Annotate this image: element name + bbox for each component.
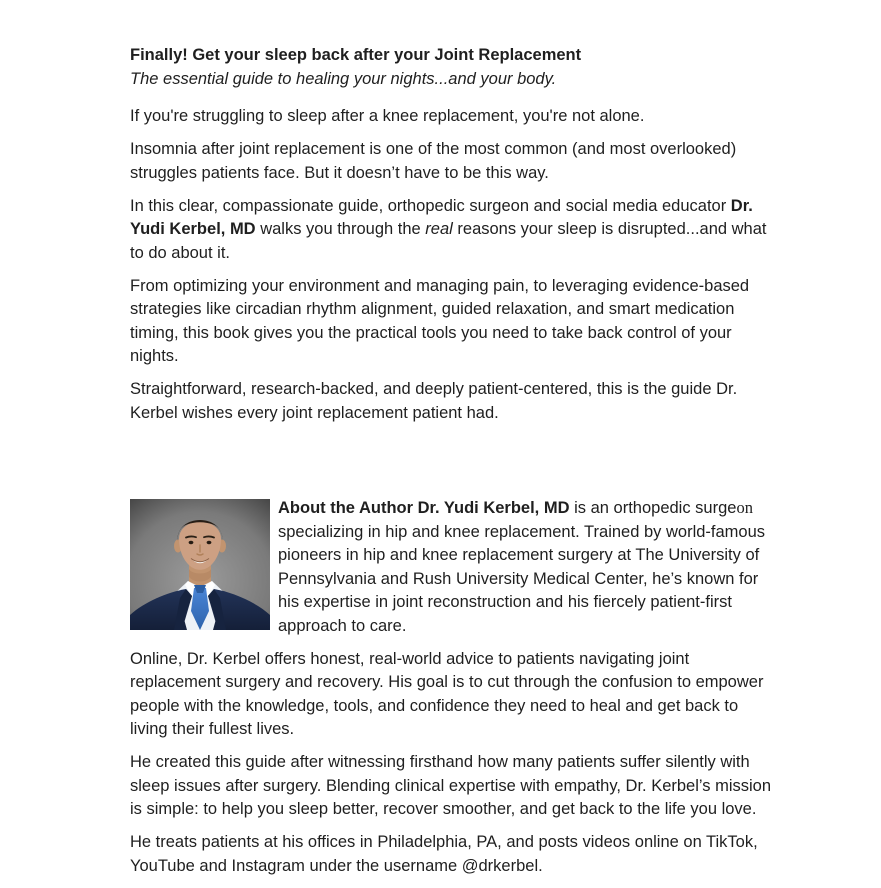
paragraph-insomnia: Insomnia after joint replacement is one of the most common (and most overlooked) struggles patients face. But it doesn’t have to be this way. — [130, 140, 737, 182]
paragraph-hook: If you're struggling to sleep after a knee replacement, you're not alone. — [130, 107, 645, 125]
paragraph-guide-intro: In this clear, compassionate guide, orthopedic surgeon and social media educator Dr. Yudi Kerbel, MD walks you through the real reasons your sleep is disrupted...and what to do about it. — [130, 196, 767, 262]
paragraph-online-presence: Online, Dr. Kerbel offers honest, real-world advice to patients navigating joint replacement surgery and recovery. His goal is to cut through the confusion to empower people with the knowledge, tools, and confidence they need to heal and get back to living their fullest lives. — [130, 649, 764, 738]
author-photo — [130, 499, 270, 630]
book-description-page — [130, 44, 779, 888]
paragraph-strategies: From optimizing your environment and managing pain, to leveraging evidence-based strategies like circadian rhythm alignment, guided relaxation, and smart medication timing, this book gives you the practical tools you need to take back control of your nights. — [130, 276, 750, 365]
about-author-section — [130, 496, 779, 878]
author-headshot-image — [130, 499, 270, 630]
paragraph-summary: Straightforward, research-backed, and deeply patient-centered, this is the guide Dr. Kerbel wishes every joint replacement patient had. — [130, 380, 738, 422]
book-title: Finally! Get your sleep back after your Joint Replacement — [130, 46, 582, 64]
paragraph-practice-socials: He treats patients at his offices in Philadelphia, PA, and posts videos online on TikTok, YouTube and Instagram under the username @drkerbel. — [130, 833, 758, 875]
about-author-paragraph: About the Author Dr. Yudi Kerbel, MD is an orthopedic surgeon specializing in hip and knee replacement. Trained by world-famous pioneers in hip and knee replacement surgery at The University of Pennsylvania and Rush University Medical Center, he’s known for his expertise in joint reconstruction and his fiercely patient-first approach to care. — [278, 498, 766, 635]
book-subtitle: The essential guide to healing your nights...and your body. — [130, 69, 557, 88]
paragraph-why-created: He created this guide after witnessing firsthand how many patients suffer silently with sleep issues after surgery. Blending clinical expertise with empathy, Dr. Kerbel’s mission is simple: to help you sleep better, recover smoother, and get back to the life you love. — [130, 753, 772, 818]
